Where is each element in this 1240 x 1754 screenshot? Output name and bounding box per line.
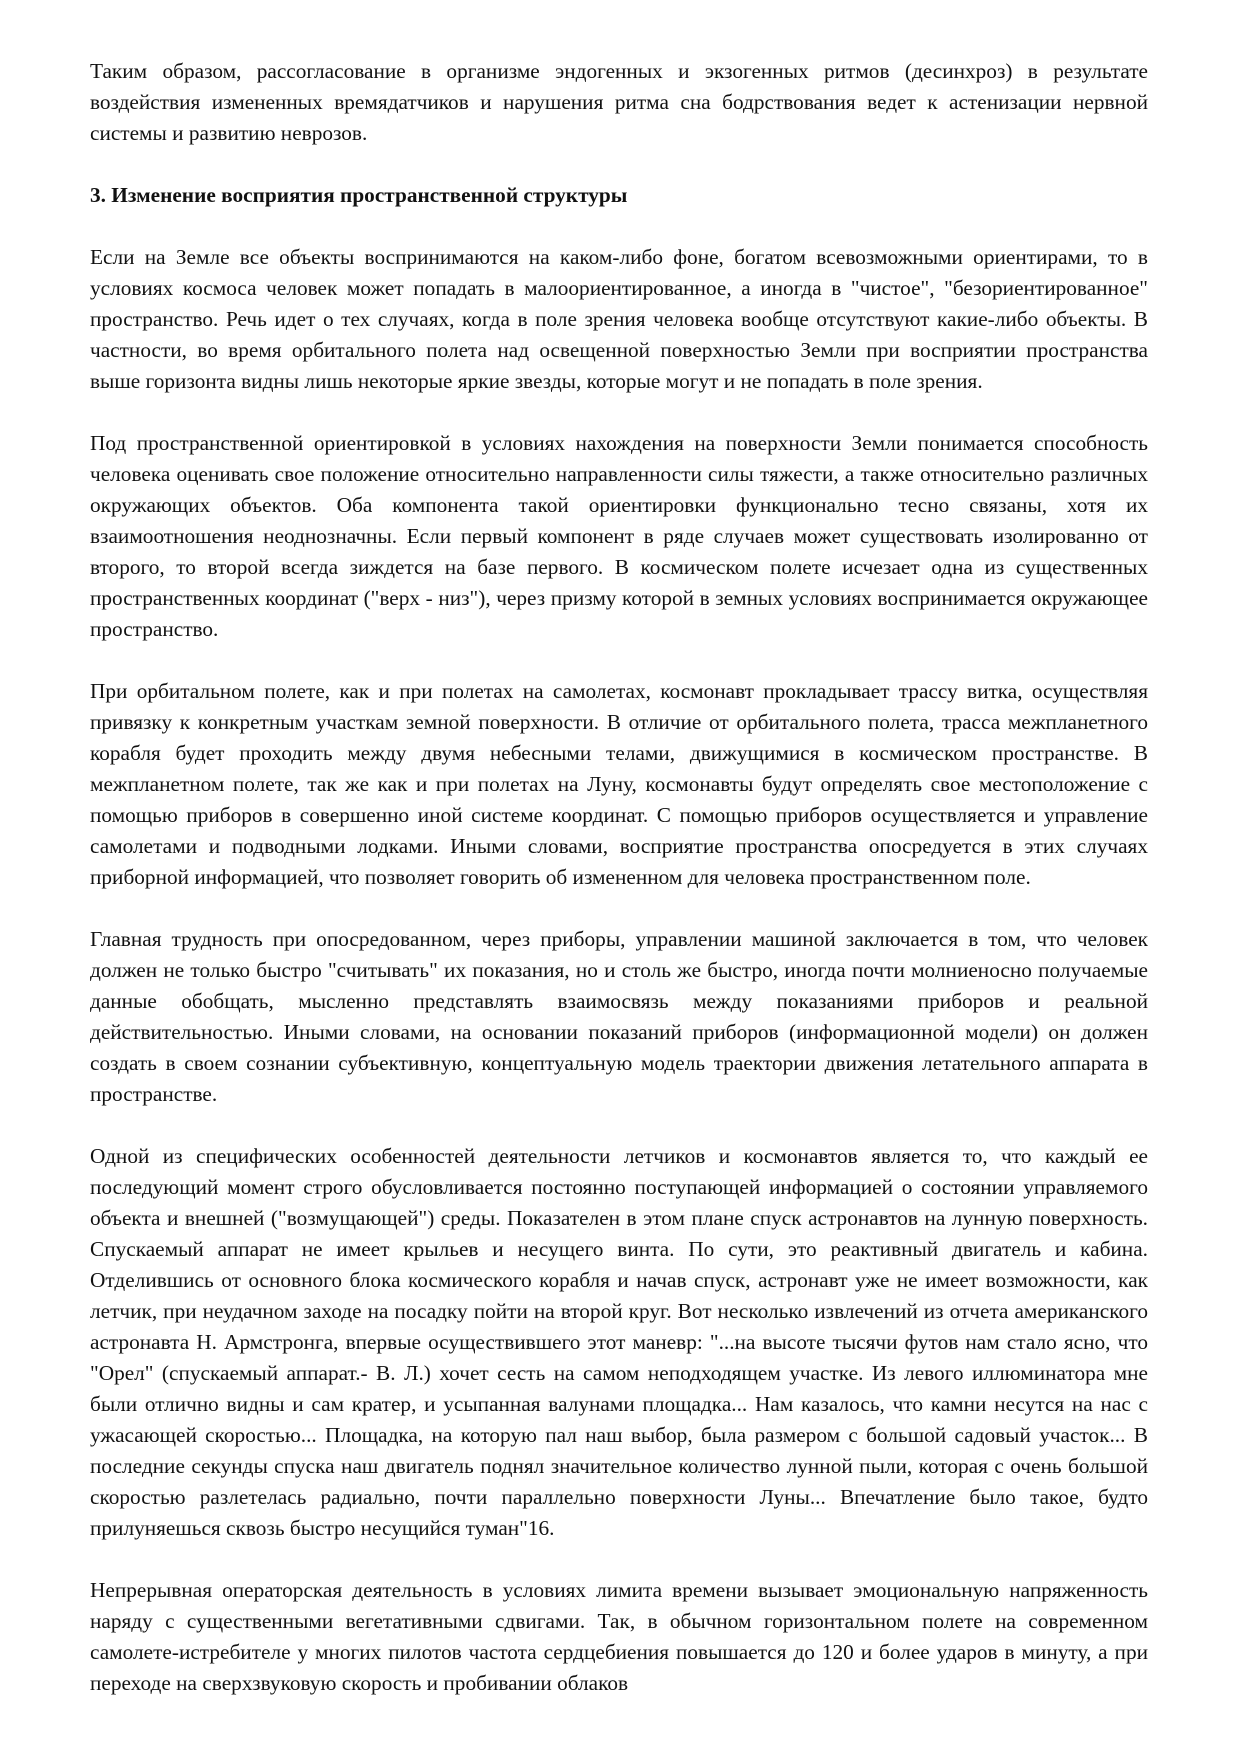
paragraph-5: Одной из специфических особенностей деятельности летчиков и космонавтов является то, что каждый ее последующий момент строго обусловливается постоянно поступающей информацией о состоянии управляемого объекта и внешней ("возмущающей") среды. Показателен в этом плане спуск астронавтов на лунную поверхность. Спускаемый аппарат не имеет крыльев и несущего винта. По сути, это реактивный двигатель и кабина. Отделившись от основного блока космического корабля и начав спуск, астронавт уже не имеет возможности, как летчик, при неудачном заходе на посадку пойти на второй круг. Вот несколько извлечений из отчета американского астронавта Н. Армстронга, впервые осуществившего этот маневр: "...на высоте тысячи футов нам стало ясно, что "Орел" (спускаемый аппарат.- В. Л.) хочет сесть на самом неподходящем участке. Из левого иллюминатора мне были отлично видны и сам кратер, и усыпанная валунами площадка... Нам казалось, что камни несутся на нас с ужасающей скоростью... Площадка, на которую пал наш выбор, была размером с большой садовый участок... В последние секунды спуска наш двигатель поднял значительное количество лунной пыли, которая с очень большой скоростью разлетелась радиально, почти параллельно поверхности Луны... Впечатление было такое, будто прилуняешься сквозь быстро несущийся туман"16. bbox=[90, 1144, 1148, 1540]
section-heading: 3. Изменение восприятия пространственной структуры bbox=[90, 183, 628, 207]
paragraph-4: Главная трудность при опосредованном, через приборы, управлении машиной заключается в том, что человек должен не только быстро "считывать" их показания, но и столь же быстро, иногда почти молниеносно получаемые данные обобщать, мысленно представлять взаимосвязь между показаниями приборов и реальной действительностью. Иными словами, на основании показаний приборов (информационной модели) он должен создать в своем сознании субъективную, концептуальную модель траектории движения летательного аппарата в пространстве. bbox=[90, 927, 1148, 1106]
intro-paragraph: Таким образом, рассогласование в организме эндогенных и экзогенных ритмов (десинхроз) в результате воздействия измененных времядатчиков и нарушения ритма сна бодрствования ведет к астенизации нервной системы и развитию неврозов. bbox=[90, 59, 1148, 145]
paragraph-3: При орбитальном полете, как и при полетах на самолетах, космонавт прокладывает трассу витка, осуществляя привязку к конкретным участкам земной поверхности. В отличие от орбитального полета, трасса межпланетного корабля будет проходить между двумя небесными телами, движущимися в космическом пространстве. В межпланетном полете, так же как и при полетах на Луну, космонавты будут определять свое местоположение с помощью приборов в совершенно иной системе координат. С помощью приборов осуществляется и управление самолетами и подводными лодками. Иными словами, восприятие пространства опосредуется в этих случаях приборной информацией, что позволяет говорить об измененном для человека пространственном поле. bbox=[90, 679, 1148, 889]
paragraph-6: Непрерывная операторская деятельность в условиях лимита времени вызывает эмоциональную напряженность наряду с существенными вегетативными сдвигами. Так, в обычном горизонтальном полете на современном самолете-истребителе у многих пилотов частота сердцебиения повышается до 120 и более ударов в минуту, а при переходе на сверхзвуковую скорость и пробивании облаков bbox=[90, 1578, 1148, 1695]
paragraph-2: Под пространственной ориентировкой в условиях нахождения на поверхности Земли понимается способность человека оценивать свое положение относительно направленности силы тяжести, а также относительно различных окружающих объектов. Оба компонента такой ориентировки функционально тесно связаны, хотя их взаимоотношения неоднозначны. Если первый компонент в ряде случаев может существовать изолированно от второго, то второй всегда зиждется на базе первого. В космическом полете исчезает одна из существенных пространственных координат ("верх - низ"), через призму которой в земных условиях воспринимается окружающее пространство. bbox=[90, 431, 1148, 641]
document-page bbox=[90, 56, 1148, 1730]
paragraph-1: Если на Земле все объекты воспринимаются на каком-либо фоне, богатом всевозможными ориентирами, то в условиях космоса человек может попадать в малоориентированное, а иногда в "чистое", "безориентированное" пространство. Речь идет о тех случаях, когда в поле зрения человека вообще отсутствуют какие-либо объекты. В частности, во время орбитального полета над освещенной поверхностью Земли при восприятии пространства выше горизонта видны лишь некоторые яркие звезды, которые могут и не попадать в поле зрения. bbox=[90, 245, 1148, 393]
